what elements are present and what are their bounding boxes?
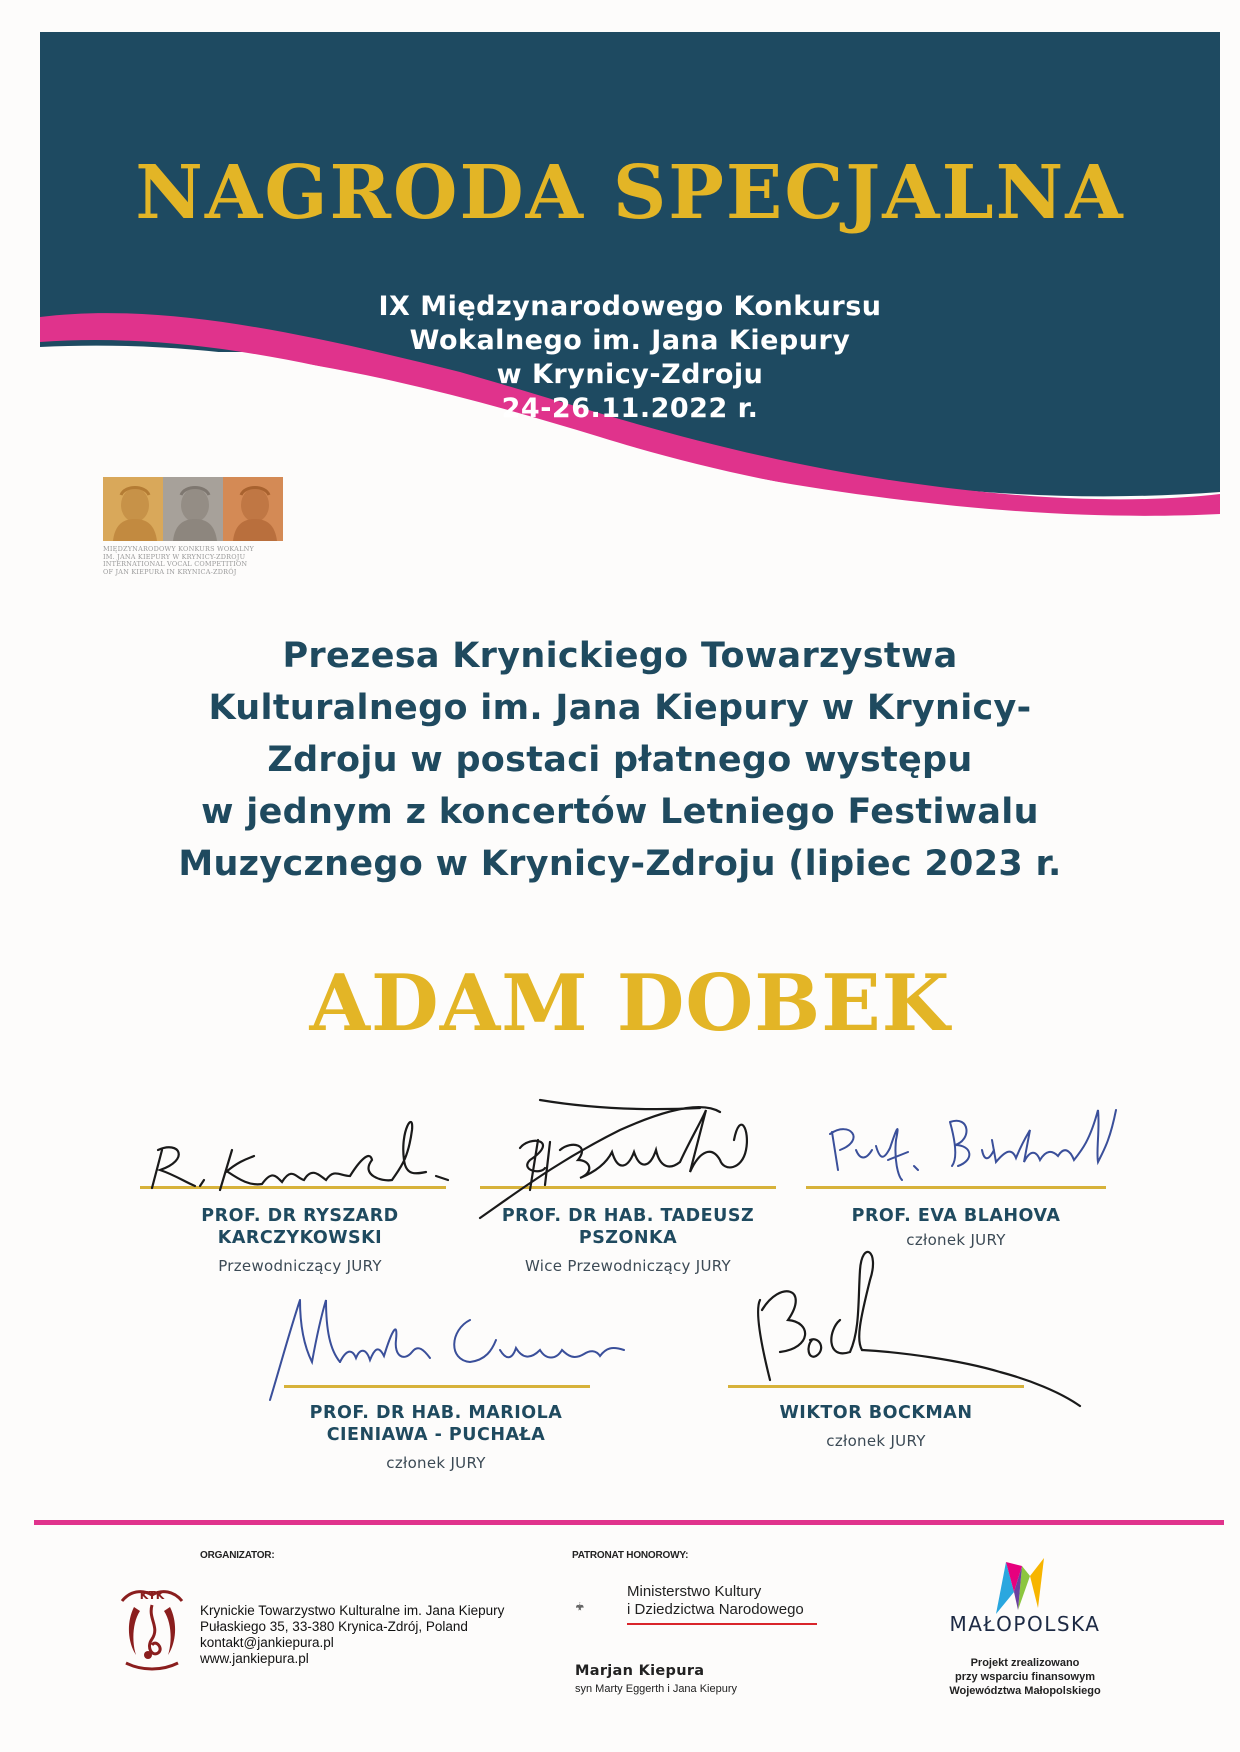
ktk-logo-text: KTK xyxy=(139,1589,165,1602)
subtitle-line: 24-26.11.2022 r. xyxy=(501,393,759,424)
organizer-label: ORGANIZATOR: xyxy=(200,1550,275,1561)
award-line: Prezesa Krynickiego Towarzystwa xyxy=(282,636,958,676)
organizer-website: www.jankiepura.pl xyxy=(200,1651,309,1666)
ministry-name xyxy=(627,1583,804,1619)
juror-5 xyxy=(726,1402,1026,1450)
juror-name-line: WIKTOR BOCKMAN xyxy=(779,1403,973,1423)
portrait-gold-icon xyxy=(103,477,163,541)
portrait-bronze-icon xyxy=(223,477,283,541)
portrait-silver-icon xyxy=(163,477,223,541)
organizer-email: kontakt@jankiepura.pl xyxy=(200,1635,334,1650)
award-title: NAGRODA SPECJALNA xyxy=(135,150,1125,236)
organizer-line: Krynickie Towarzystwo Kulturalne im. Jana Kiepury xyxy=(200,1603,505,1618)
ktk-logo-icon xyxy=(112,1583,192,1673)
winner-name: ADAM DOBEK xyxy=(309,958,951,1049)
juror-role: członek JURY xyxy=(386,1454,486,1472)
subtitle-line: Wokalnego im. Jana Kiepury xyxy=(409,325,851,356)
logo-caption xyxy=(103,546,303,576)
project-line: przy wsparciu finansowym xyxy=(955,1671,1095,1683)
juror-role: członek JURY xyxy=(906,1231,1006,1249)
organizer-line: Pułaskiego 35, 33-380 Krynica-Zdrój, Poland xyxy=(200,1619,468,1634)
logo-caption-line: OF JAN KIEPURA IN KRYNICA-ZDRÓJ xyxy=(103,567,237,576)
juror-1 xyxy=(150,1205,450,1275)
logo-caption-line: INTERNATIONAL VOCAL COMPETITION xyxy=(103,560,248,568)
juror-2 xyxy=(478,1205,778,1275)
juror-name-line: KARCZYKOWSKI xyxy=(217,1228,383,1248)
patron-name: Marjan Kiepura xyxy=(575,1663,705,1679)
subtitle-line: IX Międzynarodowego Konkursu xyxy=(378,291,882,322)
award-line: Kulturalnego im. Jana Kiepury w Krynicy- xyxy=(208,688,1032,728)
subtitle-line: w Krynicy-Zdroju xyxy=(496,359,764,390)
award-description xyxy=(120,630,1120,890)
signature-4 xyxy=(270,1300,624,1400)
juror-name-line: PROF. DR RYSZARD xyxy=(201,1206,399,1226)
signature-1 xyxy=(152,1122,448,1190)
juror-role: Wice Przewodniczący JURY xyxy=(524,1257,732,1275)
juror-role: Przewodniczący JURY xyxy=(218,1257,382,1275)
juror-name-line: PROF. DR HAB. MARIOLA xyxy=(309,1403,563,1423)
juror-name-line: PSZONKA xyxy=(578,1228,678,1248)
logo-portraits xyxy=(103,477,303,541)
patron-description: syn Marty Eggerth i Jana Kiepury xyxy=(575,1683,738,1695)
region-name: MAŁOPOLSKA xyxy=(949,1612,1101,1636)
malopolska-logo-icon xyxy=(988,1552,1058,1618)
organizer-details xyxy=(200,1603,504,1667)
signature-5 xyxy=(758,1252,1080,1406)
project-line: Województwa Małopolskiego xyxy=(949,1685,1101,1697)
juror-name-line: CIENIAWA - PUCHAŁA xyxy=(326,1425,546,1445)
project-line: Projekt zrealizowano xyxy=(970,1657,1080,1669)
logo-caption-line: IM. JANA KIEPURY W KRYNICY-ZDROJU xyxy=(103,552,246,561)
award-line: w jednym z koncertów Letniego Festiwalu xyxy=(201,792,1039,832)
award-line: Muzycznego w Krynicy-Zdroju (lipiec 2023 r. xyxy=(178,844,1062,884)
ministry-line: i Dziedzictwa Narodowego xyxy=(627,1601,804,1618)
juror-role: członek JURY xyxy=(826,1432,926,1450)
logo-caption-line: MIĘDZYNARODOWY KONKURS WOKALNY xyxy=(103,545,254,553)
signature-2 xyxy=(480,1100,747,1218)
ministry-eagle-icon xyxy=(575,1582,625,1632)
signature-3 xyxy=(830,1110,1116,1180)
patronage-label: PATRONAT HONOROWY: xyxy=(572,1550,689,1561)
juror-3 xyxy=(806,1205,1106,1249)
project-funding-note xyxy=(900,1656,1150,1698)
juror-4 xyxy=(286,1402,586,1472)
ministry-underline xyxy=(627,1623,817,1625)
contest-logo xyxy=(103,477,303,576)
juror-name-line: PROF. EVA BLAHOVA xyxy=(851,1206,1061,1226)
footer-divider xyxy=(34,1520,1224,1525)
contest-subtitle xyxy=(40,290,1220,426)
juror-name-line: PROF. DR HAB. TADEUSZ xyxy=(501,1206,755,1226)
award-line: Zdroju w postaci płatnego występu xyxy=(267,740,973,780)
ministry-line: Ministerstwo Kultury xyxy=(627,1583,762,1600)
